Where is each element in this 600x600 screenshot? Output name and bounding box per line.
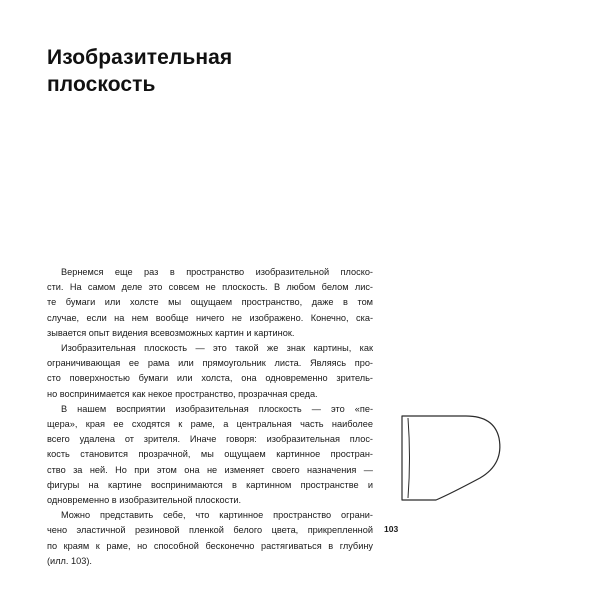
- heading-line-1: Изобразительная: [47, 46, 233, 69]
- text-line: сти. На самом деле это совсем не плоскость. В любом белом лис-: [47, 282, 373, 293]
- text-line: Можно представить себе, что картинное пространство ограни-: [61, 510, 373, 521]
- text-line: кость становится прозрачной, мы ощущаем картинное простран-: [47, 449, 373, 460]
- text-line: Изобразительная плоскость — это такой же знак картины, как: [61, 343, 373, 354]
- text-line: В нашем восприятии изобразительная плоскость — это «пе-: [61, 403, 373, 414]
- text-line: сто поверхностью бумаги или холста, она одновременно зритель-: [47, 373, 373, 384]
- paragraph-1: [47, 265, 373, 341]
- figure-103-illustration: [398, 410, 506, 506]
- paragraph-4: [47, 508, 373, 569]
- page-heading: [47, 44, 407, 98]
- text-line: случае, если на нем вообще ничего не изображено. Конечно, ска-: [47, 312, 373, 323]
- text-line: зывается опыт видения всевозможных картин и картинок.: [47, 327, 295, 338]
- text-line: одновременно в изобразительной плоскости.: [47, 495, 242, 506]
- text-line: ство за ней. Но при этом она не изменяет своего назначения —: [47, 464, 373, 475]
- text-line: (илл. 103).: [47, 555, 92, 566]
- figure-number: 103: [384, 524, 399, 534]
- membrane-shape: [402, 416, 500, 500]
- body-text: [47, 265, 373, 569]
- paragraph-2: [47, 341, 373, 402]
- text-line: чено эластичной резиновой пленкой белого цвета, прикрепленной: [47, 525, 373, 536]
- text-line: те бумаги или холсте мы ощущаем пространство, даже в том: [47, 297, 373, 308]
- text-line: по краям к раме, но способной бесконечно растягиваться в глубину: [47, 540, 373, 551]
- text-line: но воспринимается как некое пространство, прозрачная среда.: [47, 388, 318, 399]
- text-line: Вернемся еще раз в пространство изобразительной плоско-: [61, 267, 373, 277]
- text-line: фигуры на картине воспринимаются в картинном пространстве и: [47, 479, 373, 490]
- paragraph-3: [47, 402, 373, 508]
- text-line: щера», края ее сходятся к раме, а центральная часть наиболее: [47, 419, 373, 430]
- frame-edge: [408, 418, 410, 498]
- text-line: всего удалена от зрителя. Иначе говоря: изобразительная плос-: [47, 434, 373, 445]
- text-line: ограничивающая ее рама или прямоугольник листа. Являясь про-: [47, 358, 373, 369]
- heading-line-2: плоскость: [47, 73, 156, 96]
